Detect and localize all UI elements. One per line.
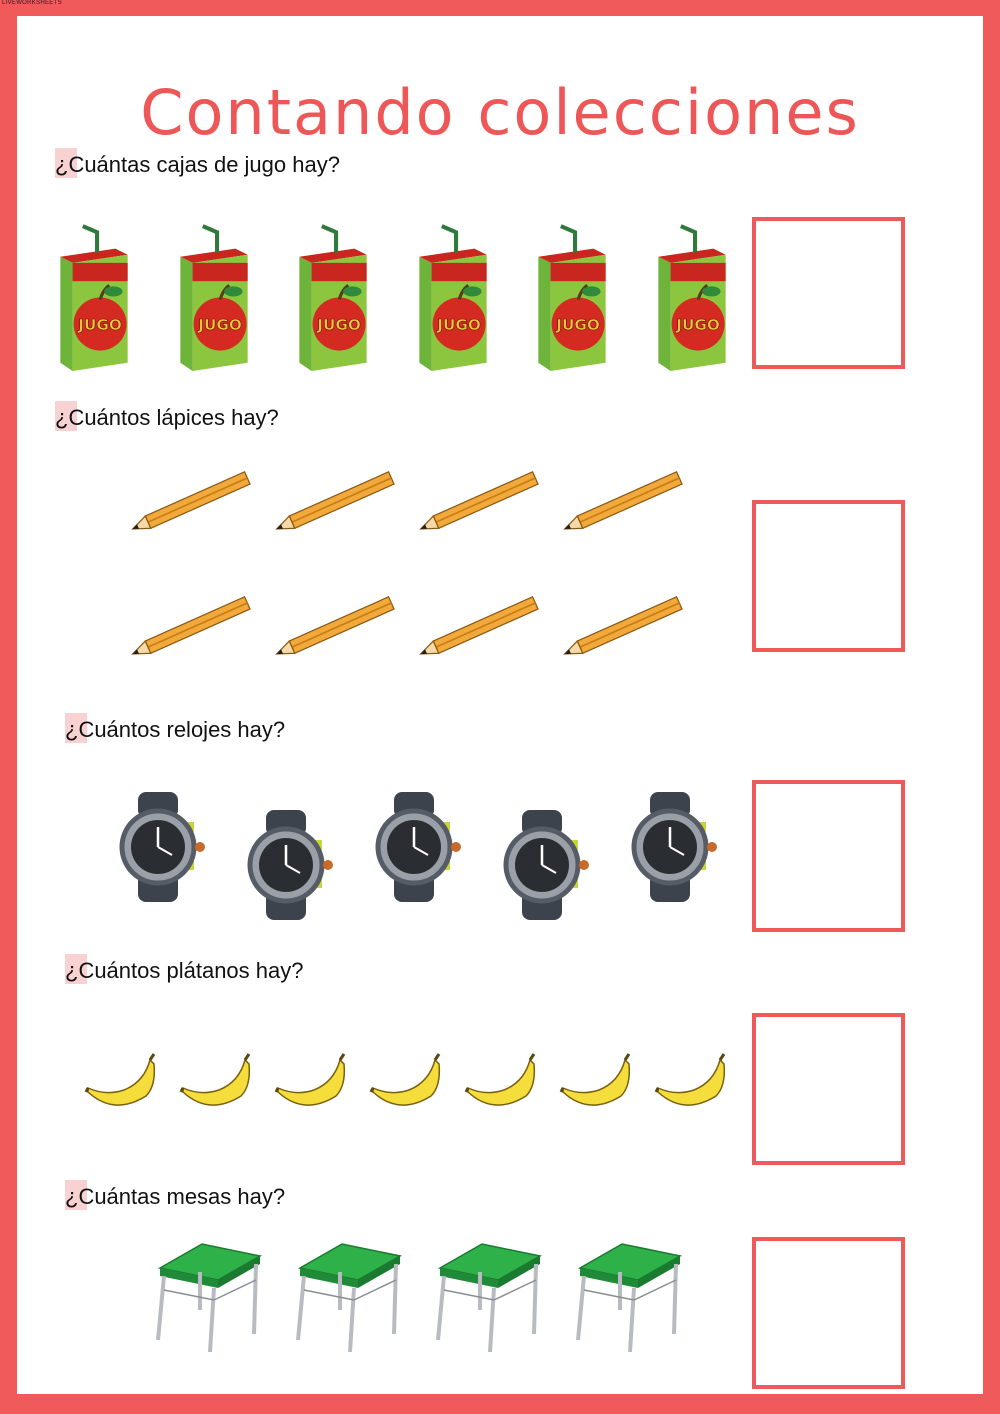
pencil-icon bbox=[262, 470, 406, 562]
banana-icon bbox=[84, 1052, 160, 1116]
answer-box-juice[interactable] bbox=[752, 217, 905, 369]
watch-icon bbox=[626, 792, 722, 904]
question-pencils-text: ¿Cuántos lápices hay? bbox=[55, 405, 279, 430]
watch-icon bbox=[370, 792, 466, 904]
question-watches bbox=[65, 717, 285, 743]
pencil-icon bbox=[406, 595, 550, 687]
banana-icon bbox=[369, 1052, 445, 1116]
banana-icon bbox=[464, 1052, 540, 1116]
pencil-icon bbox=[550, 470, 694, 562]
pencil-icon bbox=[118, 470, 262, 562]
pencil-icon bbox=[550, 595, 694, 687]
svg-text:JUGO: JUGO bbox=[78, 316, 122, 335]
svg-text:JUGO: JUGO bbox=[317, 316, 361, 335]
answer-box-desks[interactable] bbox=[752, 1237, 905, 1389]
watch-icon bbox=[114, 792, 210, 904]
question-watches-text: ¿Cuántos relojes hay? bbox=[65, 717, 286, 742]
banana-icon bbox=[179, 1052, 255, 1116]
question-bananas-text: ¿Cuántos plátanos hay? bbox=[65, 958, 304, 983]
desk-icon bbox=[570, 1240, 684, 1360]
juice-box-icon bbox=[533, 218, 611, 373]
answer-box-pencils[interactable] bbox=[752, 500, 905, 652]
banana-icon bbox=[654, 1052, 730, 1116]
juice-box-icon bbox=[55, 218, 133, 373]
answer-box-watches[interactable] bbox=[752, 780, 905, 932]
question-juice bbox=[55, 152, 340, 178]
pencil-icon bbox=[118, 595, 262, 687]
watch-icon bbox=[242, 810, 338, 922]
banana-icon bbox=[559, 1052, 635, 1116]
watch-icon bbox=[498, 810, 594, 922]
answer-box-bananas[interactable] bbox=[752, 1013, 905, 1165]
desk-icon bbox=[150, 1240, 264, 1360]
banana-icon bbox=[274, 1052, 350, 1116]
page-title: Contando colecciones bbox=[140, 76, 860, 149]
juice-box-icon bbox=[414, 218, 492, 373]
desk-icon bbox=[430, 1240, 544, 1360]
juice-box-icon bbox=[653, 218, 731, 373]
question-desks bbox=[65, 1184, 285, 1210]
juice-box-icon bbox=[175, 218, 253, 373]
svg-text:JUGO: JUGO bbox=[436, 316, 481, 335]
juice-box-icon bbox=[294, 218, 372, 373]
question-juice-text: ¿Cuántas cajas de jugo hay? bbox=[55, 152, 340, 177]
question-pencils bbox=[55, 405, 279, 431]
watermark: LIVEWORKSHEETS bbox=[2, 0, 62, 6]
desk-icon bbox=[290, 1240, 404, 1360]
svg-text:JUGO: JUGO bbox=[675, 316, 720, 335]
question-bananas bbox=[65, 958, 304, 984]
question-desks-text: ¿Cuántas mesas hay? bbox=[65, 1184, 286, 1209]
svg-text:JUGO: JUGO bbox=[197, 316, 242, 335]
pencil-icon bbox=[262, 595, 406, 687]
svg-text:JUGO: JUGO bbox=[556, 316, 600, 335]
pencil-icon bbox=[406, 470, 550, 562]
